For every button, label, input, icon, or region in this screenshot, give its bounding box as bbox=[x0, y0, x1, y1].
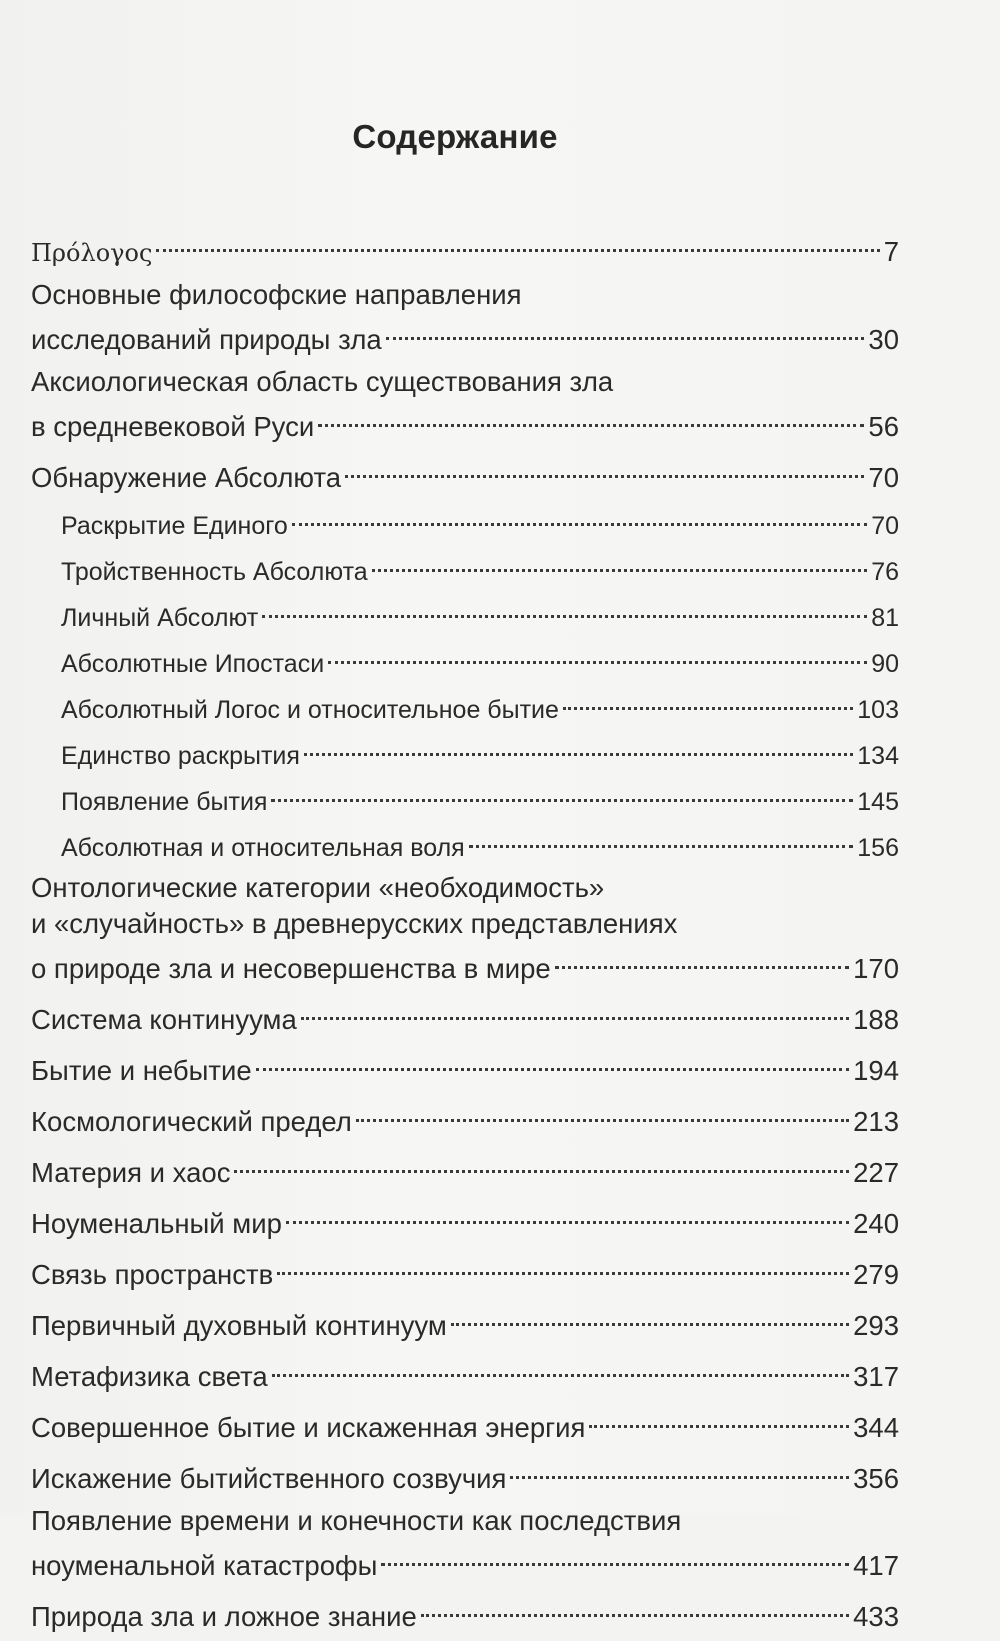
toc-entry bbox=[31, 1503, 899, 1584]
toc-entry-title: Единство раскрытия bbox=[61, 742, 300, 770]
toc-entry-title: Материя и хаос bbox=[31, 1157, 231, 1188]
toc-entry-title: Связь пространств bbox=[31, 1259, 274, 1290]
toc-entry-row bbox=[61, 594, 899, 634]
toc-page-number: 7 bbox=[883, 236, 899, 267]
toc-entry bbox=[31, 1146, 899, 1191]
toc-entry-row bbox=[31, 1350, 899, 1395]
toc-page-number: 417 bbox=[853, 1550, 899, 1581]
toc-entry-row bbox=[61, 548, 899, 588]
toc-entry bbox=[31, 1401, 899, 1446]
dot-leader bbox=[451, 1299, 849, 1335]
dot-leader bbox=[469, 824, 854, 856]
toc-subentry bbox=[31, 640, 899, 680]
toc-entry-title: Раскрытие Единого bbox=[61, 512, 288, 540]
toc-entry-title: Абсолютная и относительная воля bbox=[61, 834, 465, 862]
toc-entry-title: Искажение бытийственного созвучия bbox=[31, 1463, 507, 1494]
toc-page-number: 56 bbox=[868, 411, 899, 442]
toc-entry bbox=[31, 225, 899, 271]
dot-leader bbox=[292, 502, 867, 534]
toc-entry-row bbox=[61, 732, 899, 772]
toc-entry-row bbox=[31, 1401, 899, 1446]
toc-entry-line: Основные философские направления bbox=[31, 279, 522, 310]
toc-subentry bbox=[31, 686, 899, 726]
dot-leader bbox=[286, 1197, 849, 1233]
toc-entry-row bbox=[31, 1095, 899, 1140]
dot-leader bbox=[386, 313, 865, 349]
toc-page-number: 134 bbox=[857, 742, 899, 770]
toc-entry-line: Аксиологическая область существования зла bbox=[31, 366, 614, 397]
toc-entry bbox=[31, 1590, 899, 1635]
toc-entry bbox=[31, 364, 899, 445]
dot-leader bbox=[301, 993, 849, 1029]
dot-leader bbox=[304, 732, 853, 764]
dot-leader bbox=[328, 640, 867, 672]
toc-entry-title: Метафизика света bbox=[31, 1361, 268, 1392]
toc-page-number: 156 bbox=[857, 834, 899, 862]
dot-leader bbox=[318, 400, 864, 436]
toc-page-number: 227 bbox=[853, 1157, 899, 1188]
toc-entry-title: Космологический предел bbox=[31, 1106, 352, 1137]
toc-page-number: 213 bbox=[853, 1106, 899, 1137]
toc-page-number: 194 bbox=[853, 1055, 899, 1086]
toc-page-number: 90 bbox=[871, 650, 899, 678]
toc-entry bbox=[31, 993, 899, 1038]
toc-subentry bbox=[31, 548, 899, 588]
toc-entry-row bbox=[61, 686, 899, 726]
toc-entry-row bbox=[31, 1299, 899, 1344]
dot-leader bbox=[256, 1044, 849, 1080]
toc-entry bbox=[31, 1299, 899, 1344]
toc-entry-row bbox=[31, 1590, 899, 1635]
toc-page-number: 317 bbox=[853, 1361, 899, 1392]
toc-entry-title: Обнаружение Абсолюта bbox=[31, 462, 342, 493]
dot-leader bbox=[262, 594, 867, 626]
dot-leader bbox=[421, 1590, 849, 1626]
toc-entry-row bbox=[31, 225, 899, 271]
toc-entry-title: Πρόλογος bbox=[31, 239, 153, 267]
toc-entry bbox=[31, 1248, 899, 1293]
toc-entry-row bbox=[31, 1044, 899, 1089]
toc-page-number: 70 bbox=[868, 462, 899, 493]
dot-leader bbox=[156, 225, 879, 261]
toc-entry-row bbox=[31, 400, 899, 445]
page-title: Содержание bbox=[352, 118, 558, 155]
toc-entry-title: в средневековой Руси bbox=[31, 411, 315, 442]
toc-entry-row bbox=[61, 778, 899, 818]
toc-subentry bbox=[31, 778, 899, 818]
toc-entry-row bbox=[31, 993, 899, 1038]
dot-leader bbox=[277, 1248, 849, 1284]
toc-entry bbox=[31, 870, 899, 987]
toc-page-number: 433 bbox=[853, 1601, 899, 1632]
toc-entry-title: о природе зла и несовершенства в мире bbox=[31, 953, 551, 984]
toc-entry bbox=[31, 1350, 899, 1395]
toc-entry-title: Появление бытия bbox=[61, 788, 268, 816]
toc-entry-line: Появление времени и конечности как последствия bbox=[31, 1505, 682, 1536]
toc-page-number: 293 bbox=[853, 1310, 899, 1341]
dot-leader bbox=[345, 451, 864, 487]
toc-page-number: 240 bbox=[853, 1208, 899, 1239]
toc-page-number: 70 bbox=[871, 512, 899, 540]
toc-page-number: 30 bbox=[868, 324, 899, 355]
dot-leader bbox=[372, 548, 868, 580]
dot-leader bbox=[589, 1401, 849, 1437]
toc-page-number: 81 bbox=[871, 604, 899, 632]
toc-entry-row bbox=[31, 1452, 899, 1497]
toc-entry-row bbox=[31, 1539, 899, 1584]
dot-leader bbox=[356, 1095, 849, 1131]
toc-page-number: 356 bbox=[853, 1463, 899, 1494]
toc-subentry bbox=[31, 824, 899, 864]
dot-leader bbox=[234, 1146, 849, 1182]
toc-subentry bbox=[31, 502, 899, 542]
toc-entry-title: Бытие и небытие bbox=[31, 1055, 252, 1086]
toc-page-number: 188 bbox=[853, 1004, 899, 1035]
toc-page-number: 170 bbox=[853, 953, 899, 984]
toc-entry-title: Первичный духовный континуум bbox=[31, 1310, 447, 1341]
toc-page-number: 145 bbox=[857, 788, 899, 816]
toc-entry-row bbox=[31, 451, 899, 496]
toc-entry-line: и «случайность» в древнерусских представлениях bbox=[31, 908, 678, 939]
toc-entry bbox=[31, 1197, 899, 1242]
toc-entry-row bbox=[31, 1146, 899, 1191]
toc-subentry bbox=[31, 594, 899, 634]
toc-entry-row bbox=[31, 942, 899, 987]
toc-entry-row bbox=[61, 824, 899, 864]
toc-entry-title: Абсолютный Логос и относительное бытие bbox=[61, 696, 559, 724]
toc-entry-title: Система континуума bbox=[31, 1004, 297, 1035]
toc-entry-row bbox=[61, 502, 899, 542]
toc-entry bbox=[31, 1095, 899, 1140]
toc-entry-row bbox=[31, 1248, 899, 1293]
dot-leader bbox=[381, 1539, 849, 1575]
dot-leader bbox=[272, 1350, 849, 1386]
toc-entry-title: Совершенное бытие и искаженная энергия bbox=[31, 1412, 586, 1443]
toc-entry-title: исследований природы зла bbox=[31, 324, 382, 355]
dot-leader bbox=[271, 778, 853, 810]
toc-entry-title: Личный Абсолют bbox=[61, 604, 259, 632]
toc-page-number: 344 bbox=[853, 1412, 899, 1443]
toc-entry-title: Ноуменальный мир bbox=[31, 1208, 282, 1239]
toc-subentry bbox=[31, 732, 899, 772]
toc-entry-title: ноуменальной катастрофы bbox=[31, 1550, 378, 1581]
toc-entry-row bbox=[31, 313, 899, 358]
toc-entry bbox=[31, 451, 899, 496]
toc-entry bbox=[31, 1452, 899, 1497]
toc-entry bbox=[31, 277, 899, 358]
dot-leader bbox=[563, 686, 853, 718]
toc-entry-row bbox=[61, 640, 899, 680]
toc-entry-line: Онтологические категории «необходимость» bbox=[31, 872, 605, 903]
dot-leader bbox=[555, 942, 849, 978]
toc-entry bbox=[31, 1044, 899, 1089]
toc-page-number: 103 bbox=[857, 696, 899, 724]
toc-entry-title: Тройственность Абсолюта bbox=[61, 558, 368, 586]
toc-page-number: 279 bbox=[853, 1259, 899, 1290]
toc-page-number: 76 bbox=[871, 558, 899, 586]
dot-leader bbox=[510, 1452, 849, 1488]
table-of-contents bbox=[31, 225, 899, 1641]
toc-entry-row bbox=[31, 1197, 899, 1242]
toc-entry-title: Природа зла и ложное знание bbox=[31, 1601, 417, 1632]
toc-entry-title: Абсолютные Ипостаси bbox=[61, 650, 325, 678]
